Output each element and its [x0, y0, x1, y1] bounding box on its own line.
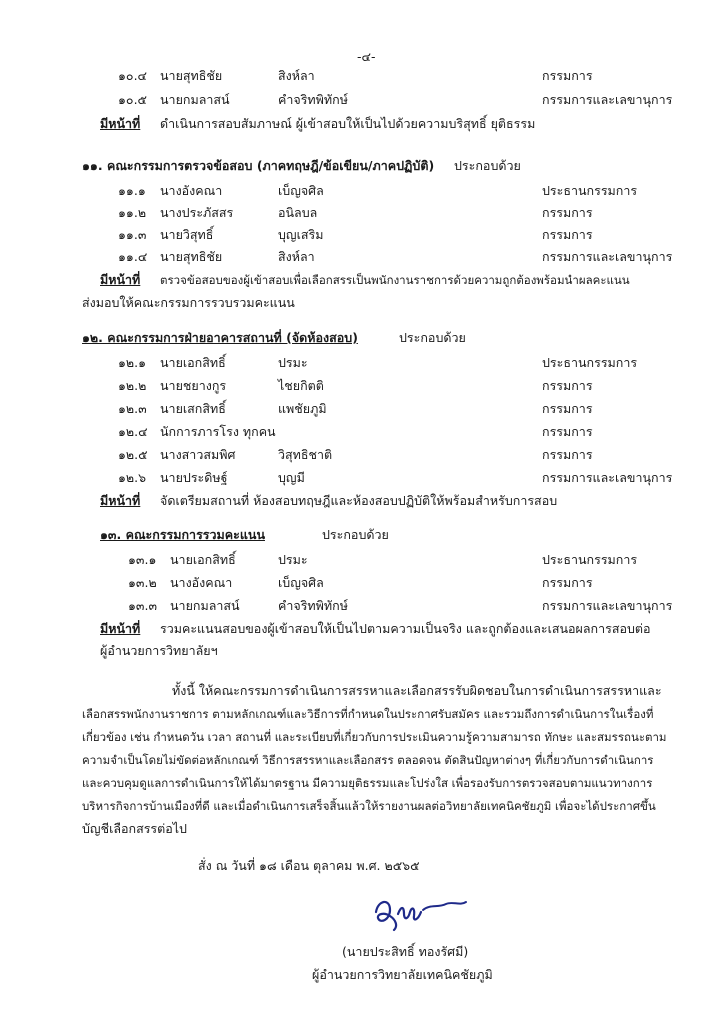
member-role: กรรมการ	[542, 227, 593, 242]
order-date: สั่ง ณ วันที่ ๑๘ เดือน ตุลาคม พ.ศ. ๒๕๖๕	[198, 858, 420, 873]
member-surname: อนิลบล	[278, 205, 318, 220]
section-title: ๑๓. คณะกรรมการรวมคะแนน	[100, 527, 265, 542]
member-surname: เบ็ญจศิล	[278, 575, 324, 590]
member-role: กรรมการ	[542, 447, 593, 462]
closing-line: ความจำเป็นโดยไม่ขัดต่อหลักเกณฑ์ วิธีการสรรหาและเลือกสรร ตลอดจน ตัดสินปัญหาต่างๆ ที่เกี่ยวกับการดำเนินการ	[82, 753, 654, 767]
member-role: กรรมการ	[542, 575, 593, 590]
member-name: นายวิสุทธิ์	[160, 227, 214, 242]
section-title: ๑๒. คณะกรรมการฝ่ายอาคารสถานที่ (จัดห้องสอบ)	[82, 330, 358, 345]
member-number: ๑๒.๔	[118, 424, 148, 439]
member-role: ประธานกรรมการ	[542, 552, 638, 567]
section-suffix: ประกอบด้วย	[399, 330, 466, 345]
member-surname: สิงห์ลา	[278, 249, 315, 264]
member-surname: บุญเสริม	[278, 227, 324, 242]
member-number: ๑๓.๒	[128, 575, 157, 590]
closing-line: และควบคุมดูแลการดำเนินการให้ได้มาตรฐาน มีความยุติธรรมและโปร่งใส เพื่อรองรับการตรวจสอบตามแนวทางการ	[82, 776, 653, 790]
signature-image	[368, 890, 488, 938]
duty-label: มีหน้าที่	[100, 272, 141, 287]
member-role: กรรมการ	[542, 68, 593, 83]
member-role: กรรมการและเลขานุการ	[542, 598, 673, 613]
member-name: นายสุทธิชัย	[160, 68, 223, 83]
member-name: นายเอกสิทธิ์	[170, 552, 236, 567]
member-surname: วิสุทธิชาติ	[278, 447, 333, 462]
member-name: นางสาวสมพิศ	[160, 447, 236, 462]
member-role: กรรมการและเลขานุการ	[542, 249, 673, 264]
member-name: นายกมลาสน์	[160, 92, 230, 107]
closing-line: เกี่ยวข้อง เช่น กำหนดวัน เวลา สถานที่ และระเบียบที่เกี่ยวกับการประเมินความรู้ความสามารถ ทักษะ และสมรรถนะตาม	[82, 730, 667, 744]
member-name: นางอังคณา	[160, 183, 223, 198]
member-role: กรรมการและเลขานุการ	[542, 470, 673, 485]
member-role: กรรมการ	[542, 205, 593, 220]
member-number: ๑๒.๖	[118, 470, 147, 485]
member-role: ประธานกรรมการ	[542, 355, 638, 370]
member-name: นักการภารโรง ทุกคน	[160, 424, 276, 439]
duty-text: ตรวจข้อสอบของผู้เข้าสอบเพื่อเลือกสรรเป็นพนักงานราชการด้วยความถูกต้องพร้อมนำผลคะแนน	[160, 273, 630, 287]
signer-name: (นายประสิทธิ์ ทองรัศมี)	[342, 944, 469, 959]
member-surname: ปรมะ	[278, 355, 308, 370]
page-number: -๔-	[357, 49, 376, 64]
member-name: นายเอกสิทธิ์	[160, 355, 226, 370]
member-role: กรรมการ	[542, 424, 593, 439]
member-surname: คำจริทพิทักษ์	[278, 598, 348, 613]
member-role: กรรมการ	[542, 401, 593, 416]
closing-line: ทั้งนี้ ให้คณะกรรมการดำเนินการสรรหาและเลือกสรรรับผิดชอบในการดำเนินการสรรหาและ	[172, 683, 662, 698]
section-suffix: ประกอบด้วย	[322, 527, 389, 542]
member-number: ๑๒.๕	[118, 447, 148, 462]
member-number: ๑๒.๑	[118, 355, 147, 370]
member-name: นายชยางกูร	[160, 378, 227, 393]
member-surname: ไชยกิตติ	[278, 378, 324, 393]
closing-line: บริหารกิจการบ้านเมืองที่ดี และเมื่อดำเนินการเสร็จสิ้นแล้วให้รายงานผลต่อวิทยาลัยเทคนิคชัยภูมิ เพื่อจะได้ประกาศขึ้น	[82, 799, 656, 813]
member-number: ๑๑.๔	[118, 249, 148, 264]
member-number: ๑๐.๔	[118, 68, 147, 83]
member-number: ๑๑.๑	[118, 183, 146, 198]
member-number: ๑๓.๓	[128, 598, 157, 613]
member-role: กรรมการ	[542, 378, 593, 393]
member-role: กรรมการและเลขานุการ	[542, 92, 673, 107]
member-surname: ปรมะ	[278, 552, 308, 567]
member-surname: สิงห์ลา	[278, 68, 315, 83]
member-name: นางอังคณา	[170, 575, 233, 590]
closing-line: เลือกสรรพนักงานราชการ ตามหลักเกณฑ์และวิธีการที่กำหนดในประกาศรับสมัคร และรวมถึงการดำเนินการในเรื่องที่	[82, 707, 654, 721]
member-number: ๑๓.๑	[128, 552, 157, 567]
duty-label: มีหน้าที่	[100, 621, 141, 636]
member-surname: เบ็ญจศิล	[278, 183, 324, 198]
section-suffix: ประกอบด้วย	[454, 158, 521, 173]
member-role: ประธานกรรมการ	[542, 183, 638, 198]
member-name: นายเสกสิทธิ์	[160, 401, 226, 416]
member-number: ๑๑.๓	[118, 227, 147, 242]
signer-title: ผู้อำนวยการวิทยาลัยเทคนิคชัยภูมิ	[312, 967, 493, 982]
duty-text-continued: ส่งมอบให้คณะกรรมการรวบรวมคะแนน	[82, 295, 295, 310]
member-name: นายสุทธิชัย	[160, 249, 223, 264]
member-name: นายประดิษฐ์	[160, 470, 228, 485]
member-number: ๑๒.๒	[118, 378, 147, 393]
duty-text: ดำเนินการสอบสัมภาษณ์ ผู้เข้าสอบให้เป็นไปด้วยความบริสุทธิ์ ยุติธรรม	[160, 116, 536, 131]
member-surname: แพชัยภูมิ	[278, 401, 327, 416]
duty-label: มีหน้าที่	[100, 493, 141, 508]
member-name: นายกมลาสน์	[170, 598, 240, 613]
duty-text: รวมคะแนนสอบของผู้เข้าสอบให้เป็นไปตามความเป็นจริง และถูกต้องและเสนอผลการสอบต่อ	[160, 621, 651, 636]
member-number: ๑๑.๒	[118, 205, 147, 220]
member-surname: บุญมี	[278, 470, 305, 485]
duty-label: มีหน้าที่	[100, 116, 141, 131]
duty-text-continued: ผู้อำนวยการวิทยาลัยฯ	[100, 643, 218, 658]
member-number: ๑๐.๕	[118, 92, 147, 107]
section-title: ๑๑. คณะกรรมการตรวจข้อสอบ (ภาคทฤษฎี/ข้อเขียน/ภาคปฏิบัติ)	[82, 158, 435, 173]
member-number: ๑๒.๓	[118, 401, 147, 416]
duty-text: จัดเตรียมสถานที่ ห้องสอบทฤษฎีและห้องสอบปฏิบัติให้พร้อมสำหรับการสอบ	[160, 493, 558, 508]
member-surname: คำจริทพิทักษ์	[278, 92, 348, 107]
member-name: นางประภัสสร	[160, 205, 234, 220]
closing-line: บัญชีเลือกสรรต่อไป	[82, 821, 187, 836]
